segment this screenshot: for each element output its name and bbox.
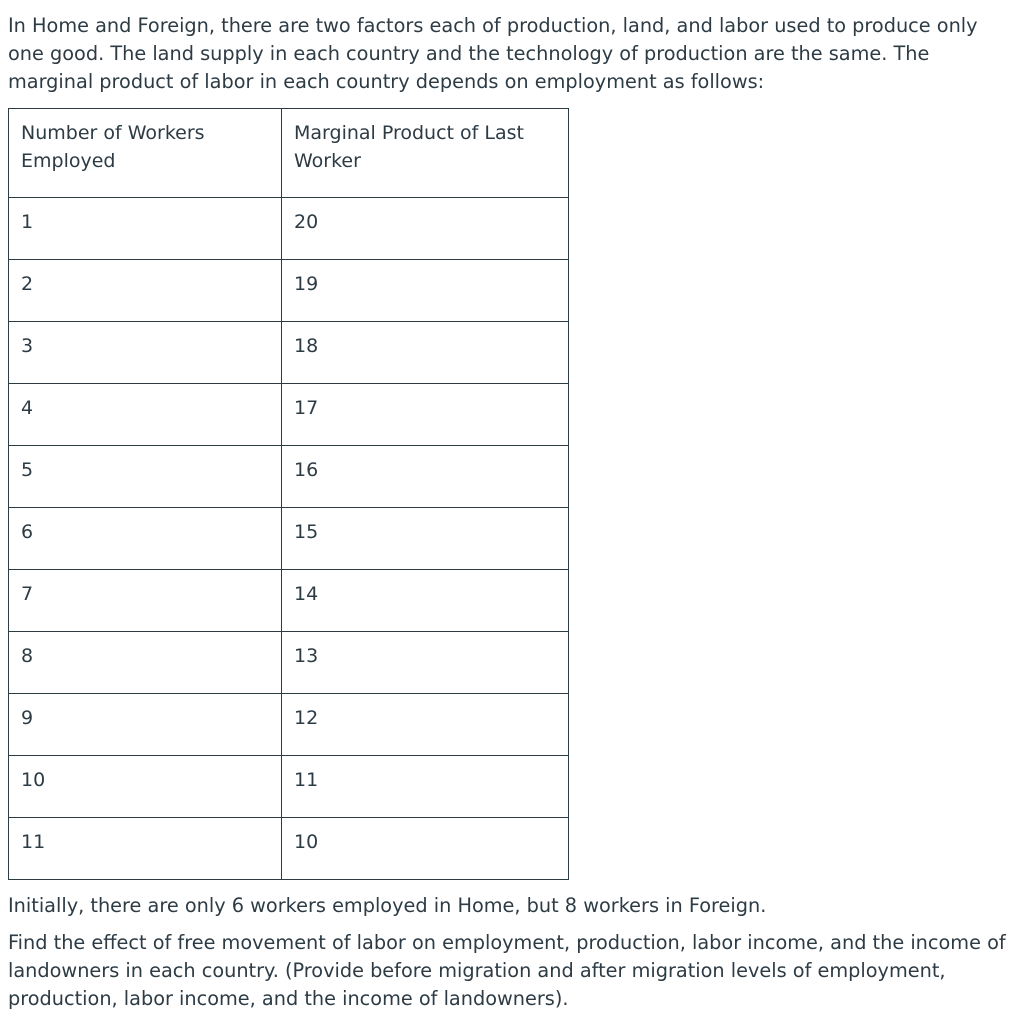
header-marginal-product: Marginal Product of Last Worker [282, 109, 569, 198]
workers-cell: 11 [9, 818, 282, 880]
table-row [9, 694, 569, 756]
marginal-product-cell: 20 [282, 198, 569, 260]
marginal-product-cell: 17 [282, 384, 569, 446]
marginal-product-cell: 13 [282, 632, 569, 694]
table-row [9, 384, 569, 446]
workers-cell: 8 [9, 632, 282, 694]
table-row [9, 322, 569, 384]
header-workers: Number of Workers Employed [9, 109, 282, 198]
marginal-product-cell: 12 [282, 694, 569, 756]
workers-cell: 7 [9, 570, 282, 632]
workers-cell: 10 [9, 756, 282, 818]
workers-cell: 5 [9, 446, 282, 508]
table-row [9, 260, 569, 322]
table-row [9, 756, 569, 818]
workers-cell: 6 [9, 508, 282, 570]
workers-cell: 1 [9, 198, 282, 260]
marginal-product-cell: 15 [282, 508, 569, 570]
table-row [9, 632, 569, 694]
workers-cell: 2 [9, 260, 282, 322]
table-row [9, 818, 569, 880]
question-text: Find the effect of free movement of labor on employment, production, labor income, and the income of landowners in each country. (Provide before migration and after migration levels of employment, production, labor income, and the income of landowners). [8, 931, 1006, 1010]
workers-cell: 3 [9, 322, 282, 384]
table-row [9, 570, 569, 632]
workers-cell: 4 [9, 384, 282, 446]
table-row [9, 446, 569, 508]
table-header-row [9, 109, 569, 198]
marginal-product-cell: 18 [282, 322, 569, 384]
marginal-product-table [8, 108, 569, 880]
intro-paragraph: In Home and Foreign, there are two factors each of production, land, and labor used to produce only one good. The land supply in each country and the technology of production are the same. The marginal product of labor in each country depends on employment as follows: [8, 14, 978, 93]
marginal-product-cell: 14 [282, 570, 569, 632]
table-row [9, 508, 569, 570]
marginal-product-cell: 16 [282, 446, 569, 508]
initial-conditions-text: Initially, there are only 6 workers employed in Home, but 8 workers in Foreign. [8, 894, 767, 917]
marginal-product-cell: 10 [282, 818, 569, 880]
workers-cell: 9 [9, 694, 282, 756]
marginal-product-cell: 11 [282, 756, 569, 818]
marginal-product-cell: 19 [282, 260, 569, 322]
table-row [9, 198, 569, 260]
